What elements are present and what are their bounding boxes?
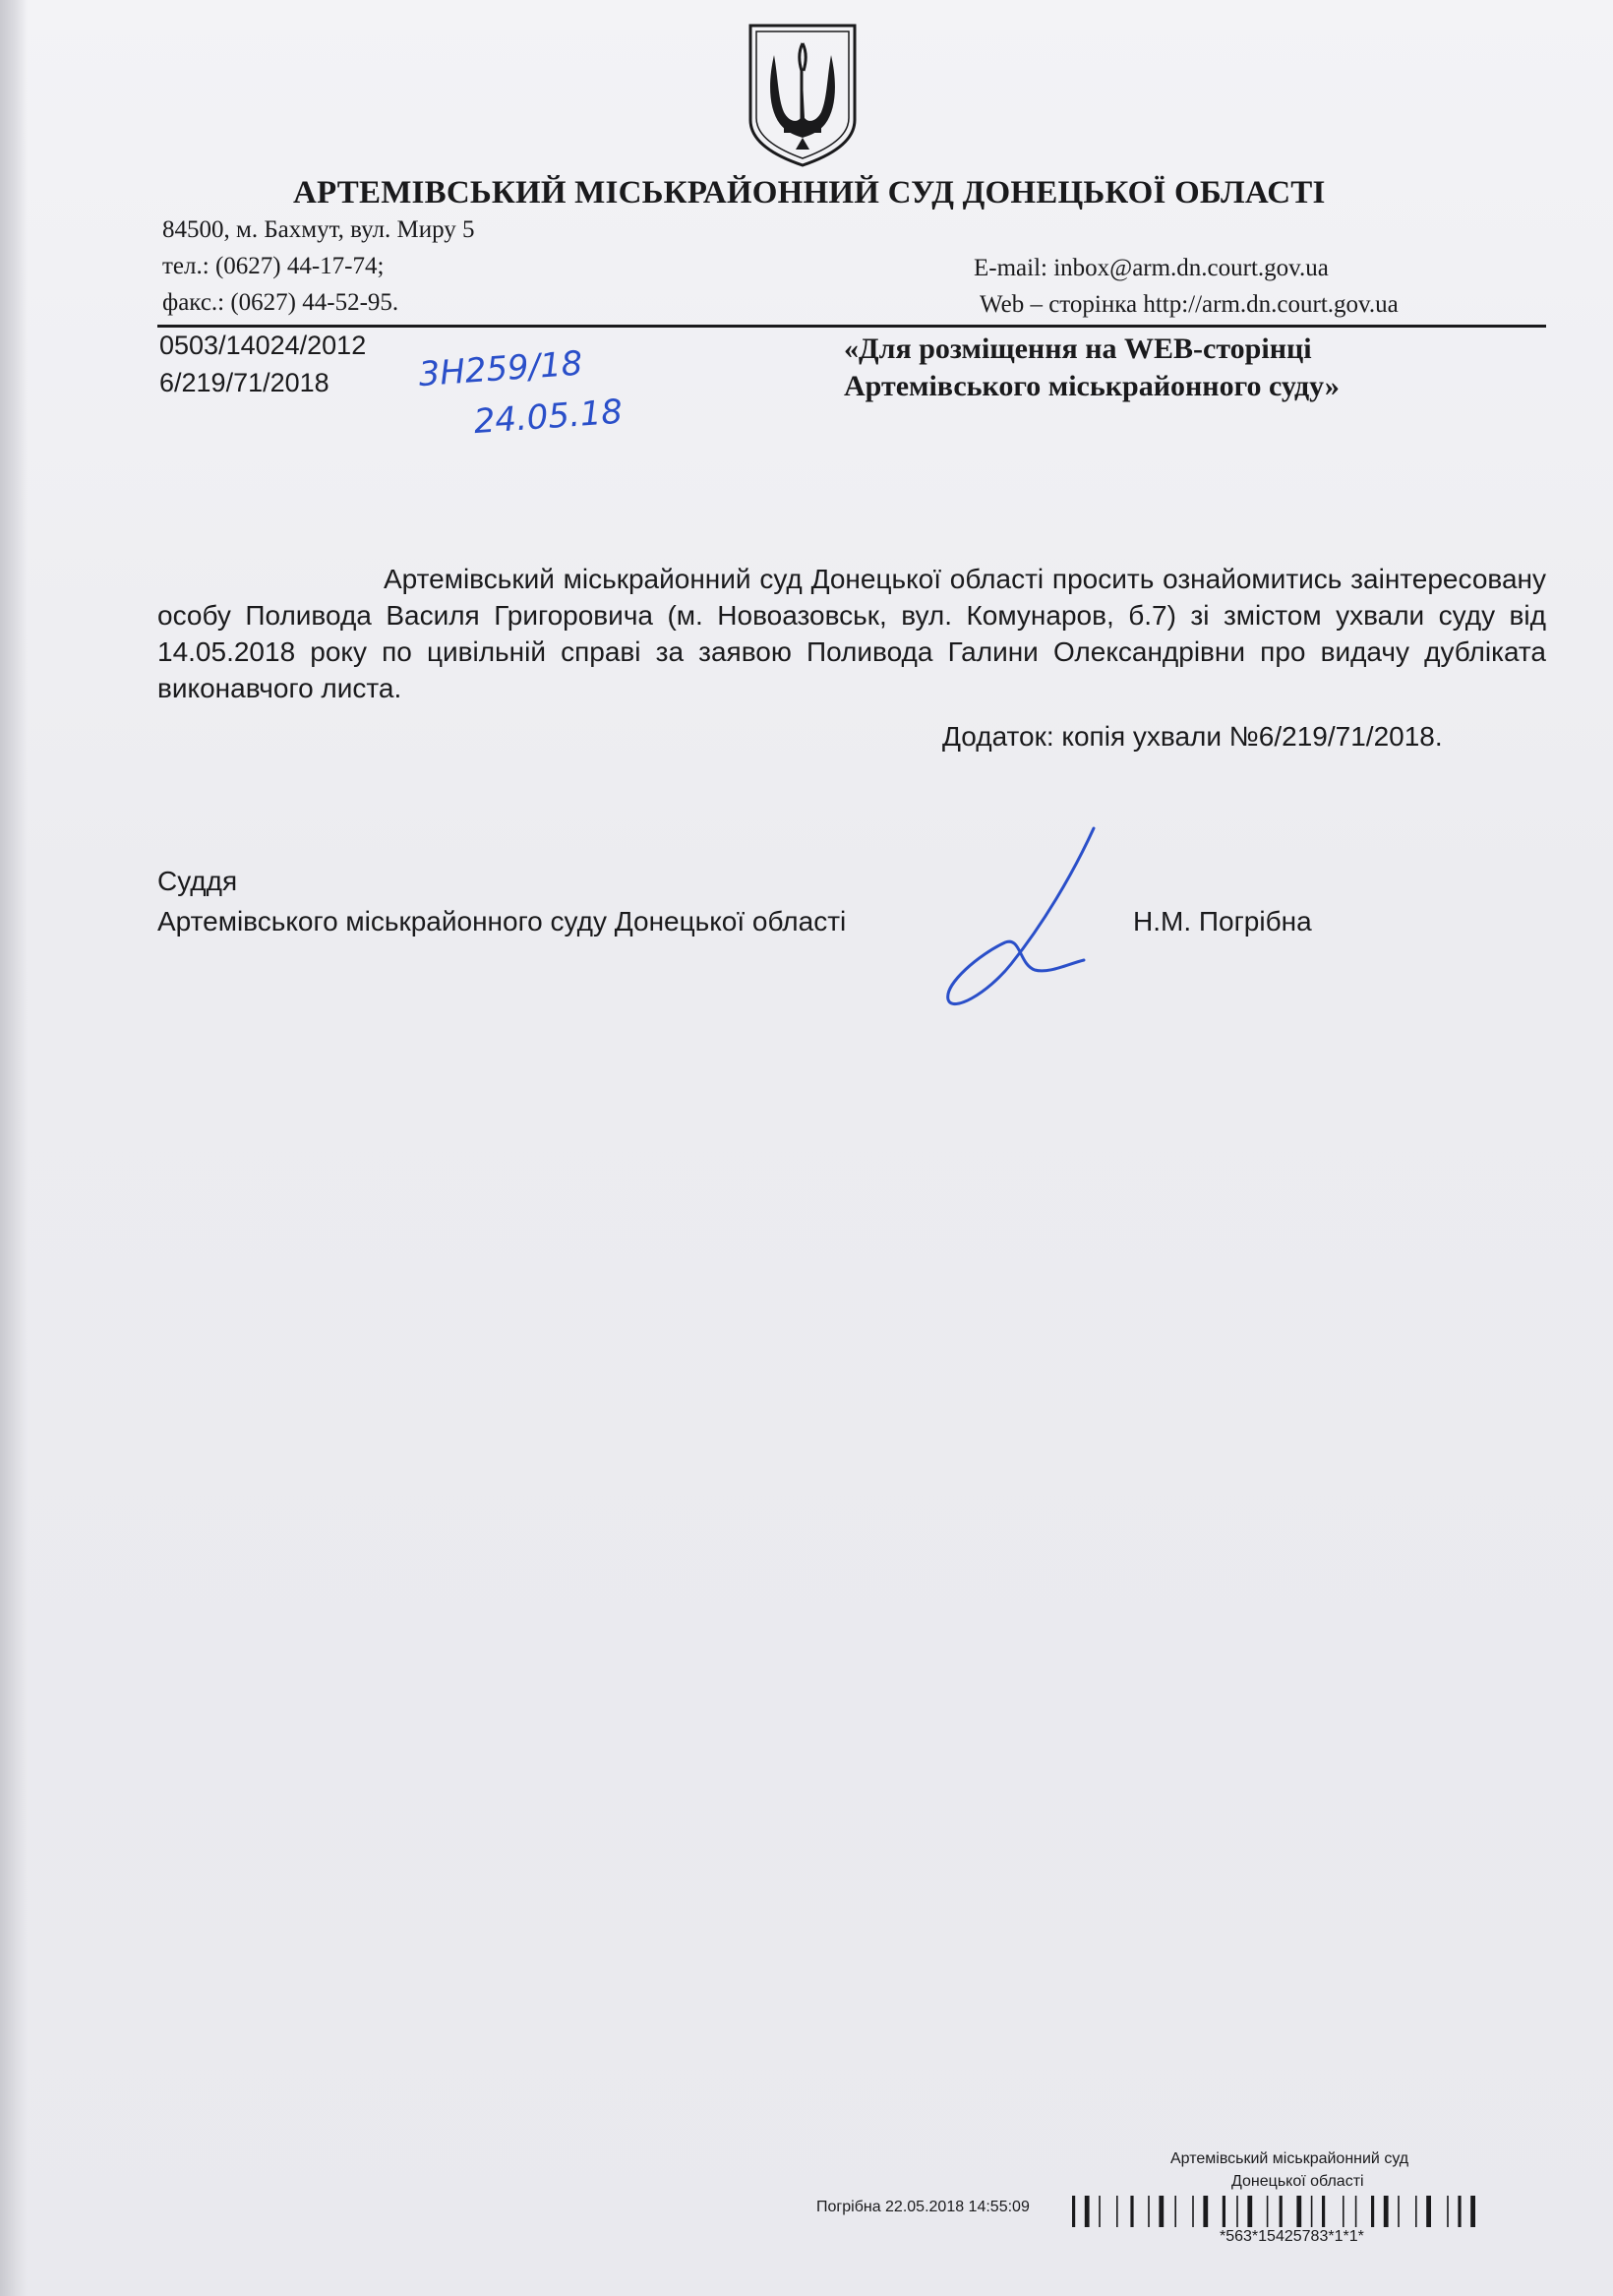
attachment-note: Додаток: копія ухвали №6/219/71/2018. (942, 721, 1443, 752)
publication-note-line2: Артемівського міськрайонного суду» (844, 370, 1340, 402)
signer-title: Суддя (157, 866, 238, 896)
barcode-bar (1148, 2196, 1150, 2227)
court-fax: факс.: (0627) 44-52-95. (162, 289, 399, 316)
barcode-bar (1398, 2196, 1400, 2227)
barcode-bar (1085, 2196, 1090, 2227)
barcode-bar (1470, 2196, 1475, 2227)
barcode-bar (1174, 2196, 1176, 2227)
coat-of-arms-icon (745, 22, 861, 169)
barcode-bar (1415, 2196, 1417, 2227)
reference-number-proceeding: 6/219/71/2018 (159, 368, 329, 397)
barcode-bar (1116, 2196, 1118, 2227)
barcode-bar (1267, 2196, 1269, 2227)
barcode-bar (1203, 2196, 1208, 2227)
court-email: E-mail: inbox@arm.dn.court.gov.ua (974, 255, 1329, 281)
court-phone: тел.: (0627) 44-17-74; (162, 253, 385, 279)
court-address: 84500, м. Бахмут, вул. Миру 5 (162, 216, 475, 243)
header-divider (157, 325, 1546, 328)
barcode (1070, 2196, 1550, 2231)
barcode-bar (1099, 2196, 1101, 2227)
barcode-bar (1236, 2196, 1238, 2227)
barcode-bar (1355, 2196, 1357, 2227)
barcode-bar (1447, 2196, 1449, 2227)
court-website: Web – сторінка http://arm.dn.court.gov.ua (980, 291, 1399, 318)
signer-court: Артемівського міськрайонного суду Донецької області (157, 906, 847, 937)
barcode-bar (1322, 2196, 1325, 2227)
publication-note (844, 331, 1340, 405)
reference-number-case: 0503/14024/2012 (159, 331, 367, 360)
scan-edge-shadow (0, 0, 28, 2296)
handwritten-signature (925, 816, 1121, 1033)
barcode-bar (1458, 2196, 1461, 2227)
handwritten-registration-note (415, 334, 651, 443)
court-name-heading: АРТЕМІВСЬКИЙ МІСЬКРАЙОННИЙ СУД ДОНЕЦЬКОЇ ОБЛАСТІ (293, 175, 1326, 211)
barcode-bar (1426, 2196, 1431, 2227)
footer-court-line1: Артемівський міськрайонний суд (1170, 2150, 1409, 2167)
signer-name: Н.М. Погрібна (1133, 906, 1312, 937)
barcode-bar (1247, 2196, 1252, 2227)
barcode-bar (1223, 2196, 1225, 2227)
barcode-bar (1384, 2196, 1389, 2227)
barcode-code: *563*15425783*1*1* (1220, 2228, 1364, 2245)
barcode-bar (1343, 2196, 1344, 2227)
footer-registrar-stamp: Погрібна 22.05.2018 14:55:09 (816, 2199, 1030, 2215)
letter-body: Артемівський міськрайонний суд Донецької області просить ознайомитись заінтересовану особу Поливода Василя Григоровича (м. Новоазовськ, вул. Комунаров, б.7) зі змістом ухвали суду від 14.05.2018 року по цивільній справі за заявою Поливода Галини Олександрівни про видачу дубліката виконавчого листа. (157, 564, 1546, 703)
barcode-bar (1280, 2196, 1283, 2227)
footer-court-line2: Донецької області (1231, 2173, 1364, 2190)
publication-note-line1: «Для розміщення на WEB-сторінці (844, 332, 1312, 365)
barcode-bar (1371, 2196, 1374, 2227)
handwritten-number: 3Н259/18 (417, 343, 584, 395)
barcode-bar (1130, 2196, 1133, 2227)
barcode-bar (1192, 2196, 1194, 2227)
barcode-bar (1311, 2196, 1313, 2227)
handwritten-date: 24.05.18 (472, 392, 625, 443)
barcode-bar (1072, 2196, 1075, 2227)
barcode-bar (1296, 2196, 1301, 2227)
barcode-bar (1159, 2196, 1164, 2227)
